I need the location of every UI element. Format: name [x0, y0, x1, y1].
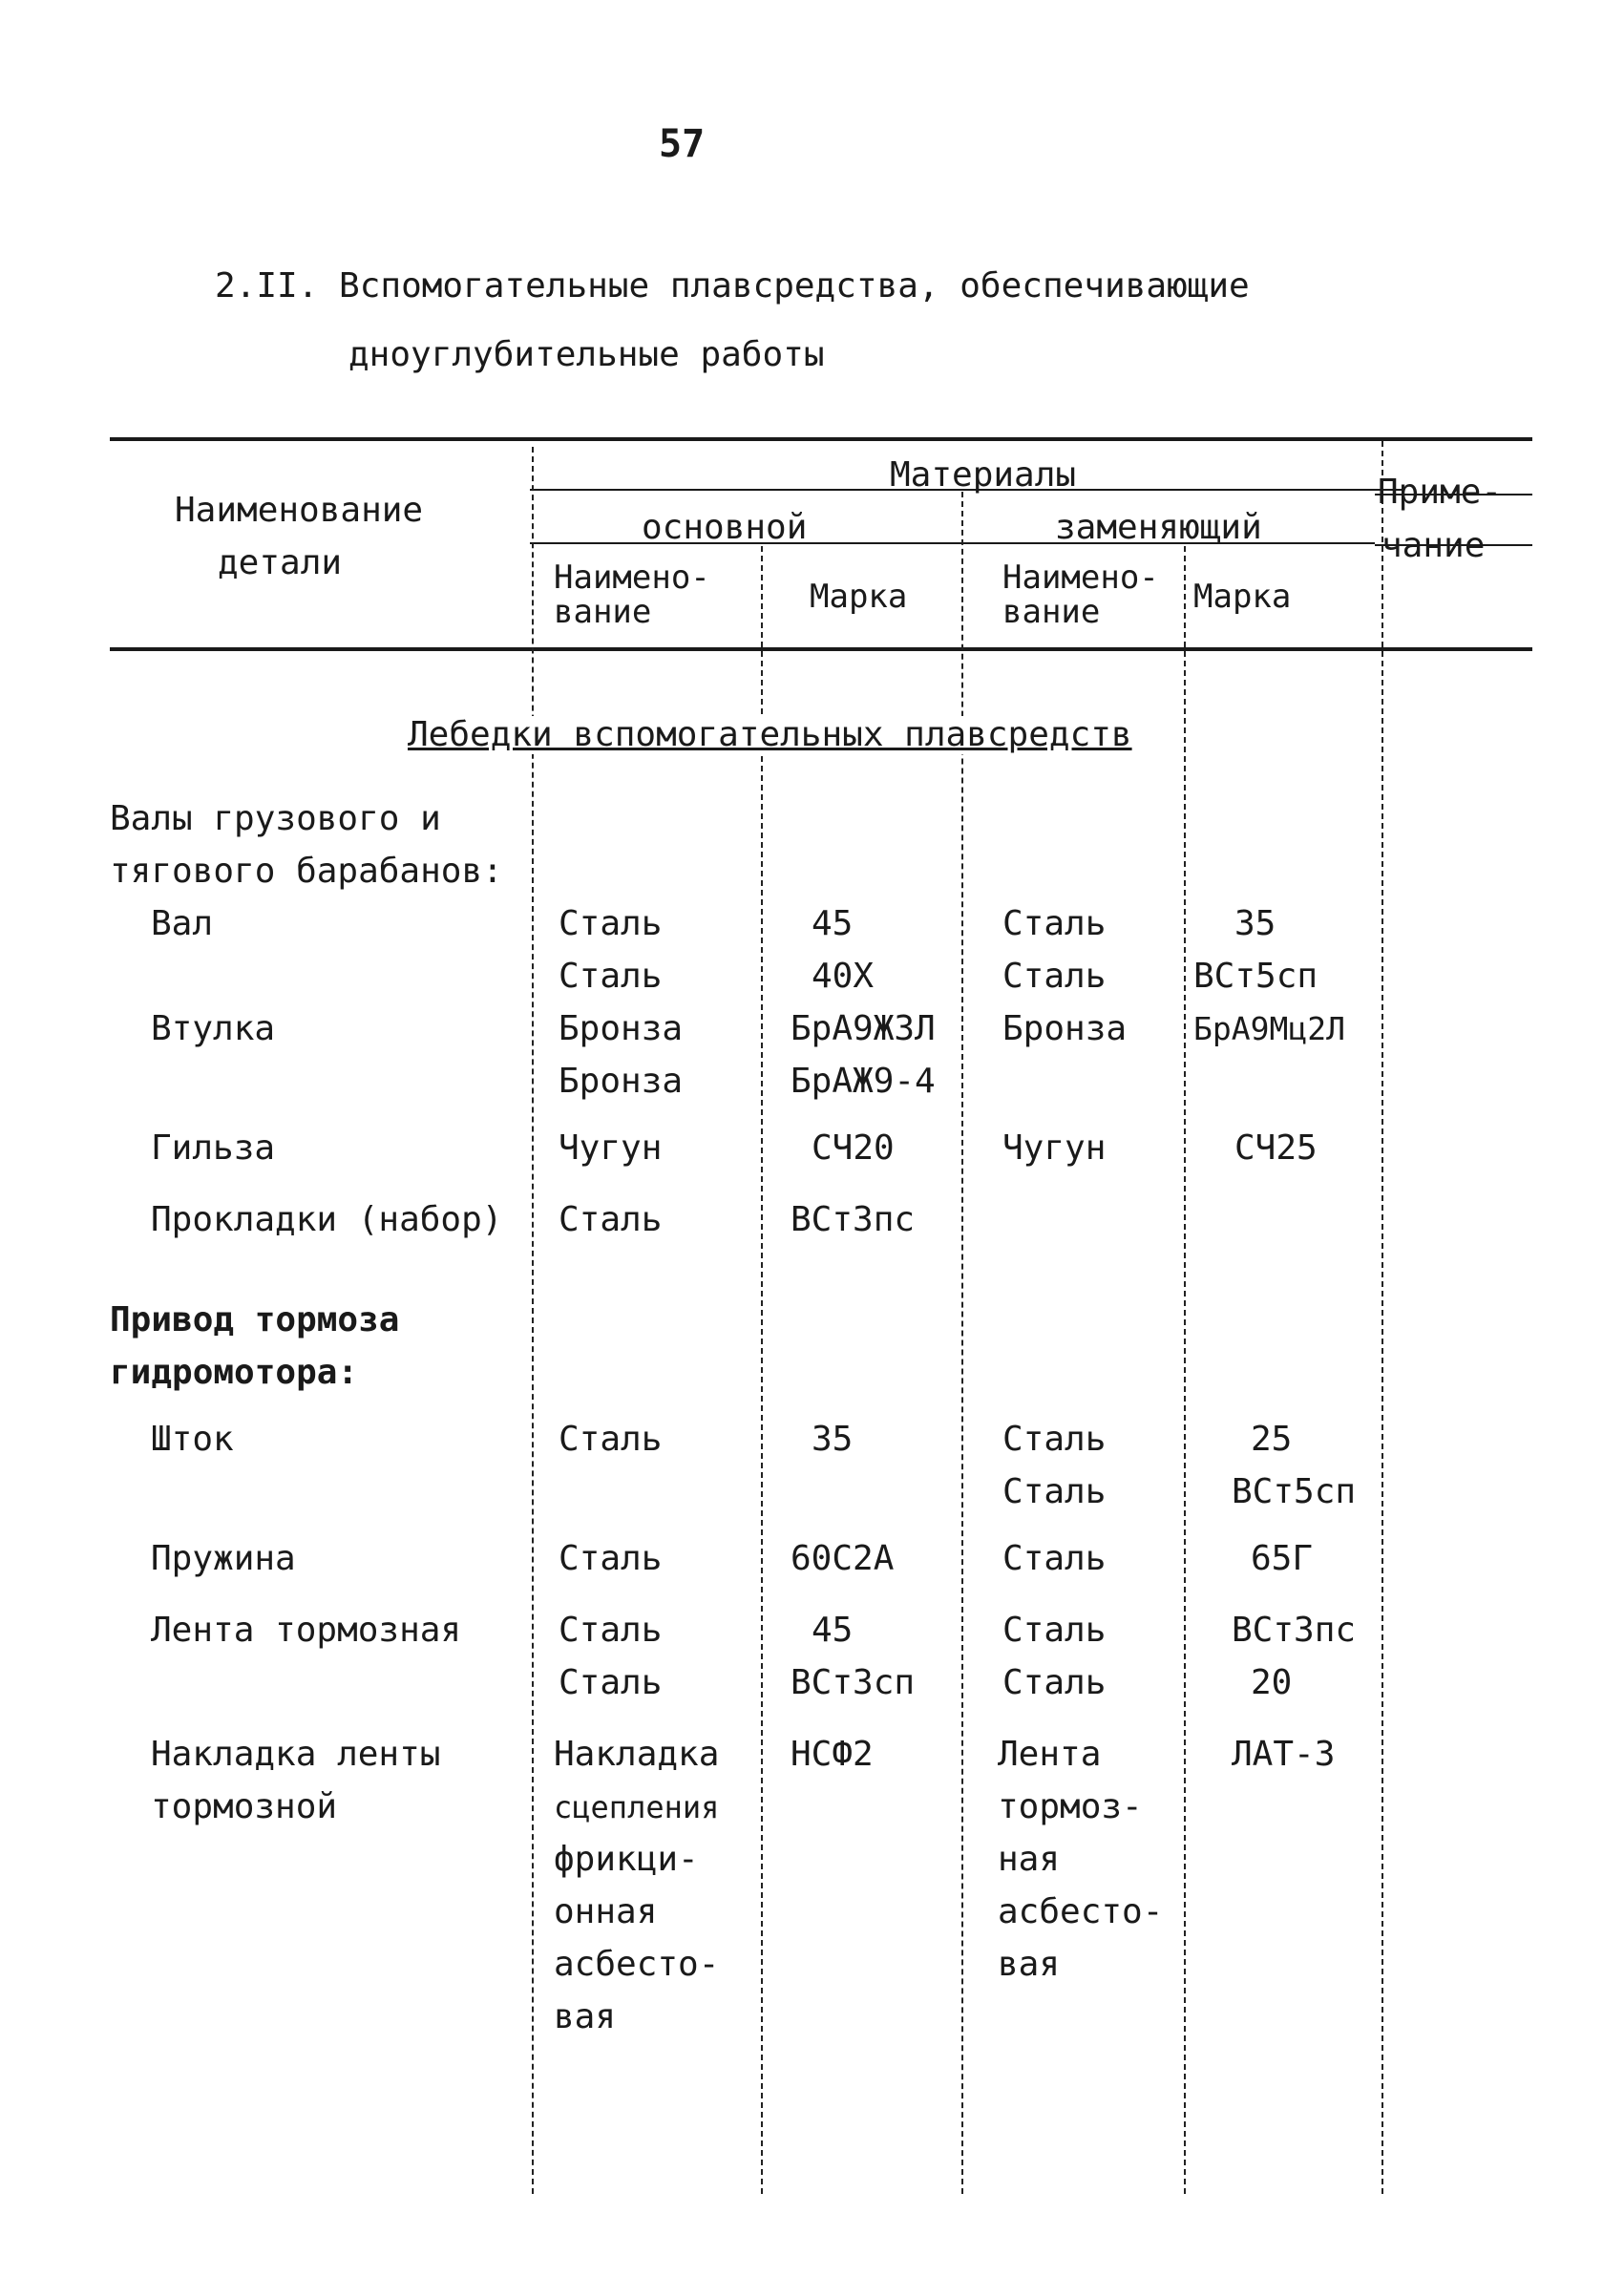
header-main-name-line2: вание	[554, 593, 652, 631]
cell-repl-name: вая	[998, 1945, 1061, 1984]
group-brake-line2: гидромотора:	[110, 1353, 359, 1392]
cell-repl-grade: БрА9Мц2Л	[1193, 1010, 1345, 1047]
part-brake-band: Лента тормозная	[151, 1611, 462, 1650]
header-part-name-line1: Наименование	[175, 491, 424, 530]
cell-repl-name: Сталь	[1002, 957, 1107, 996]
part-sleeve: Гильза	[151, 1128, 276, 1168]
cell-repl-grade: ВСт5сп	[1193, 957, 1318, 996]
cell-repl-name: Сталь	[1002, 1420, 1107, 1459]
cell-main-grade: БрАЖ9-4	[791, 1062, 936, 1101]
cell-main-name: Сталь	[559, 904, 663, 943]
cell-main-grade: 45	[812, 904, 854, 943]
cell-main-name: Бронза	[559, 1009, 684, 1048]
cell-repl-name: Сталь	[1002, 1663, 1107, 1702]
cell-main-grade: ВСт3сп	[791, 1663, 916, 1702]
cell-main-grade: 45	[812, 1611, 854, 1650]
group-title: Лебедки вспомогательных плавсредств	[408, 715, 1132, 754]
cell-main-name: Сталь	[559, 1420, 663, 1459]
cell-main-name: Сталь	[559, 1200, 663, 1239]
table-top-rule	[110, 437, 1532, 441]
part-rod: Шток	[151, 1420, 234, 1459]
cell-repl-name: Сталь	[1002, 904, 1107, 943]
header-part-name-line2: детали	[218, 543, 343, 582]
cell-main-name: Сталь	[559, 1611, 663, 1650]
header-main: основной	[642, 508, 808, 547]
cell-main-grade: 35	[812, 1420, 854, 1459]
part-band-lining-line1: Накладка ленты	[151, 1735, 441, 1774]
header-main-grade: Марка	[810, 578, 908, 616]
header-note-line1: Приме-	[1378, 473, 1503, 512]
cell-main-name: асбесто-	[554, 1945, 720, 1984]
cell-main-grade: БрА9Ж3Л	[791, 1009, 936, 1048]
cell-repl-grade: ЛАТ-3	[1232, 1735, 1336, 1774]
cell-main-name: вая	[554, 1997, 617, 2036]
cell-repl-grade: 25	[1251, 1420, 1293, 1459]
cell-main-grade: СЧ20	[812, 1128, 895, 1168]
header-repl-grade: Марка	[1193, 578, 1292, 616]
col-divider-1	[532, 447, 534, 2194]
header-bottom-rule	[110, 647, 1532, 651]
col-divider-2	[761, 546, 763, 2194]
part-band-lining-line2: тормозной	[151, 1787, 338, 1826]
cell-main-name: сцепления	[554, 1789, 720, 1825]
cell-repl-name: Сталь	[1002, 1611, 1107, 1650]
cell-repl-name: тормоз-	[998, 1787, 1143, 1826]
header-replacement: заменяющий	[1055, 508, 1262, 547]
cell-main-grade: 40Х	[812, 957, 875, 996]
cell-repl-name: Бронза	[1002, 1009, 1128, 1048]
group-brake-line1: Привод тормоза	[110, 1300, 400, 1339]
cell-main-name: онная	[554, 1892, 658, 1931]
group-shafts-line2: тягового барабанов:	[110, 852, 503, 891]
section-title-line1: 2.II. Вспомогательные плавсредства, обеспечивающие	[215, 266, 1250, 306]
cell-main-grade: НСФ2	[791, 1735, 874, 1774]
cell-repl-grade: ВСт3пс	[1232, 1611, 1357, 1650]
cell-repl-grade: ВСт5сп	[1232, 1472, 1357, 1511]
part-bushing: Втулка	[151, 1009, 276, 1048]
cell-main-grade: ВСт3пс	[791, 1200, 916, 1239]
cell-main-name: Накладка	[554, 1735, 720, 1774]
header-materials: Материалы	[890, 455, 1077, 495]
cell-main-name: Сталь	[559, 1663, 663, 1702]
cell-repl-grade: СЧ25	[1234, 1128, 1318, 1168]
cell-repl-name: Сталь	[1002, 1539, 1107, 1578]
part-gaskets: Прокладки (набор)	[151, 1200, 503, 1239]
col-divider-4	[1184, 546, 1186, 2194]
cell-repl-name: Чугун	[1002, 1128, 1107, 1168]
section-title-line2: дноуглубительные работы	[348, 335, 825, 374]
cell-repl-name: асбесто-	[998, 1892, 1164, 1931]
header-main-name-line1: Наимено-	[554, 559, 710, 597]
header-note-line2: чание	[1381, 526, 1486, 565]
cell-repl-grade: 35	[1234, 904, 1276, 943]
cell-main-grade: 60С2А	[791, 1539, 895, 1578]
part-shaft: Вал	[151, 904, 214, 943]
cell-repl-name: Лента	[998, 1735, 1102, 1774]
page-number: 57	[659, 122, 706, 166]
cell-repl-grade: 65Г	[1251, 1539, 1314, 1578]
header-repl-name-line2: вание	[1002, 593, 1101, 631]
cell-main-name: Сталь	[559, 1539, 663, 1578]
header-repl-name-line1: Наимено-	[1002, 559, 1159, 597]
cell-main-name: фрикци-	[554, 1840, 699, 1879]
col-divider-5	[1381, 441, 1383, 2194]
part-spring: Пружина	[151, 1539, 296, 1578]
group-shafts-line1: Валы грузового и	[110, 799, 441, 838]
cell-repl-name: Сталь	[1002, 1472, 1107, 1511]
cell-main-name: Чугун	[559, 1128, 663, 1168]
cell-repl-name: ная	[998, 1840, 1061, 1879]
cell-main-name: Бронза	[559, 1062, 684, 1101]
cell-repl-grade: 20	[1251, 1663, 1293, 1702]
cell-main-name: Сталь	[559, 957, 663, 996]
